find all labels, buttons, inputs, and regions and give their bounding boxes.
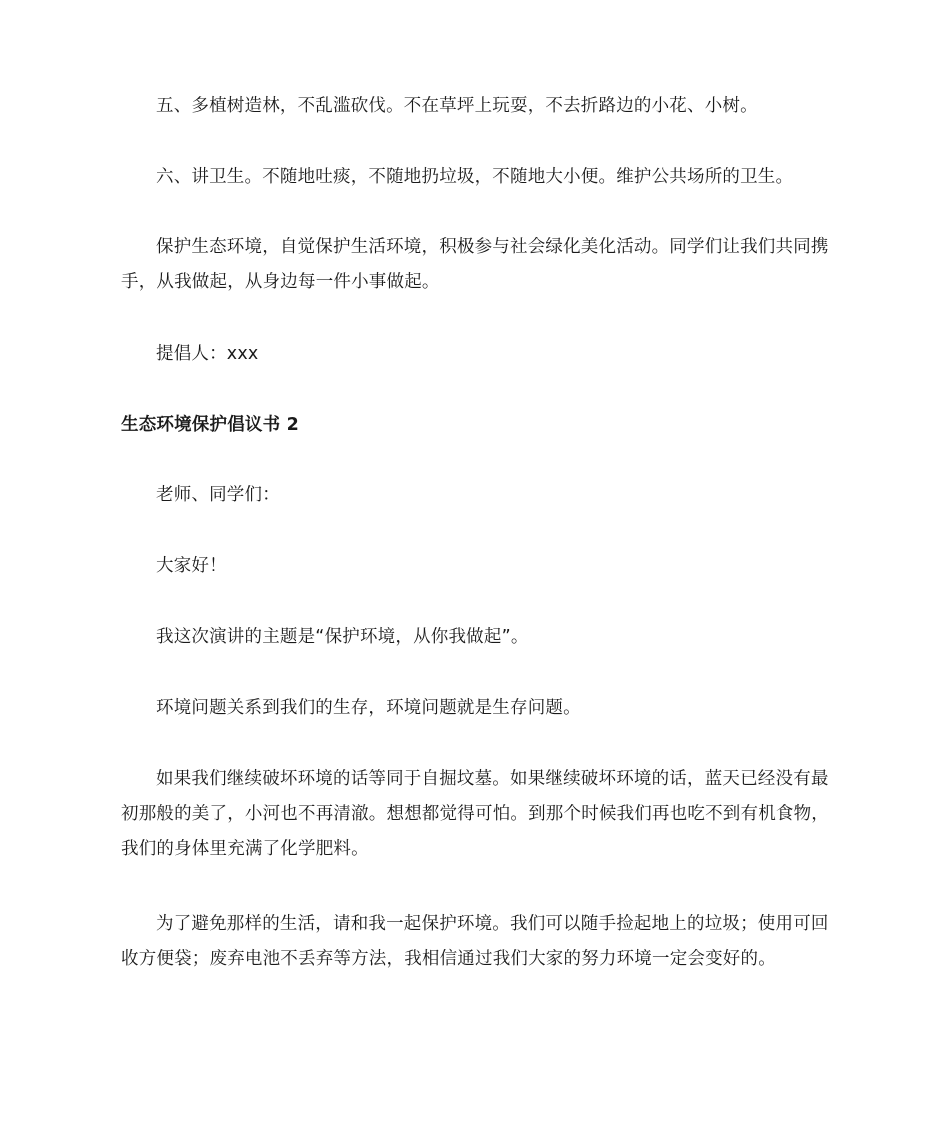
- paragraph-proposer: 提倡人：xxx: [156, 344, 259, 364]
- paragraph-call-to-action: 为了避免那样的生活，请和我一起保护环境。我们可以随手捡起地上的垃圾；使用可回收方便袋；废弃电池不丢弃等方法，我相信通过我们大家的努力环境一定会变好的。: [121, 914, 829, 969]
- paragraph-theme: 我这次演讲的主题是“保护环境，从你我做起”。: [156, 627, 529, 647]
- paragraph-item-five: 五、多植树造林，不乱滥砍伐。不在草坪上玩耍，不去折路边的小花、小树。: [156, 96, 758, 116]
- paragraph-environment-issue: 环境问题关系到我们的生存，环境问题就是生存问题。: [156, 698, 581, 718]
- paragraph-summary: 保护生态环境，自觉保护生活环境，积极参与社会绿化美化活动。同学们让我们共同携手，从我做起，从身边每一件小事做起。: [121, 237, 829, 292]
- section-heading: 生态环境保护倡议书 2: [121, 415, 299, 435]
- paragraph-item-six: 六、讲卫生。不随地吐痰，不随地扔垃圾，不随地大小便。维护公共场所的卫生。: [156, 167, 794, 187]
- paragraph-consequences: 如果我们继续破坏环境的话等同于自掘坟墓。如果继续破坏环境的话，蓝天已经没有最初那般的美了，小河也不再清澈。想想都觉得可怕。到那个时候我们再也吃不到有机食物，我们的身体里充满了化学肥料。: [121, 769, 829, 859]
- paragraph-greeting: 老师、同学们：: [156, 485, 280, 505]
- paragraph-hello: 大家好！: [156, 556, 227, 576]
